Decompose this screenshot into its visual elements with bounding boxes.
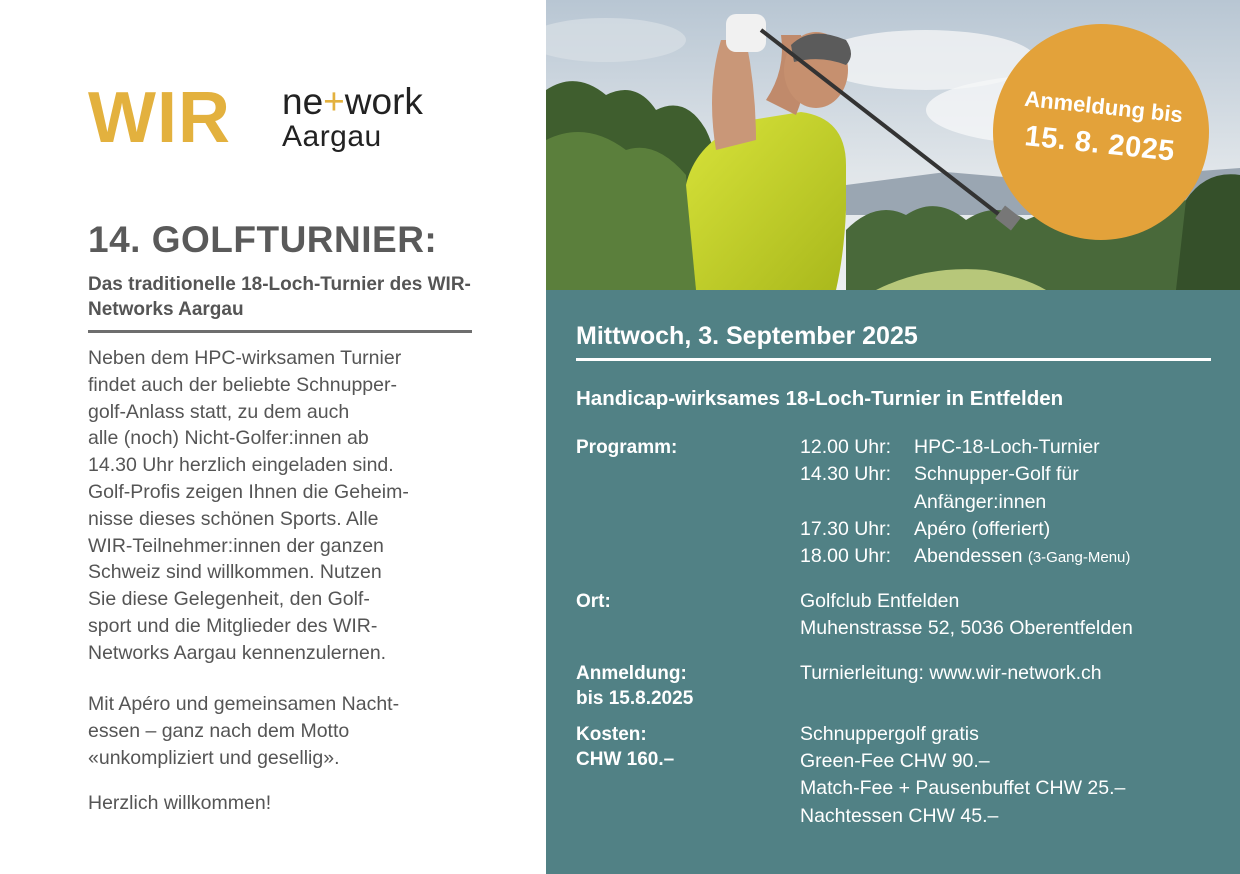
kosten-item: Schnuppergolf gratis — [800, 723, 979, 745]
logo-network — [282, 82, 423, 122]
programm-item — [800, 489, 1047, 516]
welcome-text: Herzlich willkommen! — [88, 792, 272, 814]
anmeldung-deadline: bis 15.8.2025 — [576, 688, 694, 709]
kosten-item: Nachtessen CHW 45.– — [800, 805, 999, 827]
info-panel — [546, 290, 1240, 874]
anmeldung-label: Anmeldung: — [576, 663, 687, 684]
logo-wir: WIR — [88, 78, 231, 158]
left-column — [0, 0, 546, 874]
logo-work: work — [344, 81, 423, 122]
programm-time: 12.00 Uhr: — [800, 436, 892, 458]
programm-desc: Anfänger:innen — [914, 490, 1047, 513]
intro-text: Neben dem HPC-wirksamen Turnier findet auch der beliebte Schnupper- golf-Anlass statt, zu dem auch alle (noch) Nicht-Golfer:innen ab 14.30 Uhr herzlich eingeladen sind. Golf-Profis zeigen Ihnen die Geheim- nisse dieses schönen Sports. Alle WIR-Teilnehmer:innen der ganzen Schweiz sind willkommen. Nutzen Sie diese Gelegenheit, den Golf- sport und die Mitglieder des WIR- Networks Aargau kennenzulernen. — [88, 347, 409, 664]
kosten-price: CHW 160.– — [576, 749, 675, 770]
programm-note: (3-Gang-Menu) — [1027, 549, 1131, 567]
motto-text: Mit Apéro und gemeinsamen Nacht- essen – ganz nach dem Motto «unkompliziert und gesellig». — [88, 693, 400, 769]
programm-time: 17.30 Uhr: — [800, 517, 892, 540]
programm-desc: Schnupper-Golf für — [914, 463, 1079, 486]
programm-desc: Apéro (offeriert) — [914, 517, 1051, 540]
programm-item — [800, 461, 1079, 488]
golfer-photo — [546, 0, 1240, 290]
programm-time: 18.00 Uhr: — [800, 545, 892, 568]
programm-label: Programm: — [576, 437, 678, 458]
page-title: 14. GOLFTURNIER: — [88, 219, 438, 260]
programm-item — [800, 543, 1131, 570]
logo-region: Aargau — [282, 120, 382, 153]
subtitle: Das traditionelle 18-Loch-Turnier des WIR-Networks Aargau — [88, 274, 471, 320]
programm-list — [800, 434, 1131, 570]
ort-line-2: Muhenstrasse 52, 5036 Oberentfelden — [800, 617, 1133, 639]
event-headline: Handicap-wirksames 18-Loch-Turnier in Entfelden — [576, 387, 1064, 410]
programm-time: 14.30 Uhr: — [800, 463, 892, 486]
divider — [576, 358, 1211, 361]
logo-ne: ne — [282, 81, 324, 122]
kosten-item: Green-Fee CHW 90.– — [800, 750, 990, 772]
ort-label: Ort: — [576, 591, 611, 612]
ort-line-1: Golfclub Entfelden — [800, 590, 960, 612]
programm-desc-text: Abendessen — [914, 545, 1023, 568]
divider — [88, 330, 472, 333]
logo-plus: + — [323, 81, 345, 122]
programm-desc: HPC-18-Loch-Turnier — [914, 436, 1100, 458]
event-date: Mittwoch, 3. September 2025 — [576, 322, 918, 350]
anmeldung-value: Turnierleitung: www.wir-network.ch — [800, 662, 1102, 684]
right-column — [546, 0, 1240, 874]
programm-desc — [914, 543, 1130, 571]
wir-network-logo — [88, 78, 488, 162]
programm-item — [800, 434, 1100, 461]
kosten-item: Match-Fee + Pausenbuffet CHW 25.– — [800, 777, 1126, 799]
badge-line-1: Anmeldung bis — [1023, 85, 1184, 128]
programm-item — [800, 516, 1051, 543]
badge-line-2: 15. 8. 2025 — [1023, 120, 1177, 168]
kosten-label: Kosten: — [576, 724, 647, 745]
